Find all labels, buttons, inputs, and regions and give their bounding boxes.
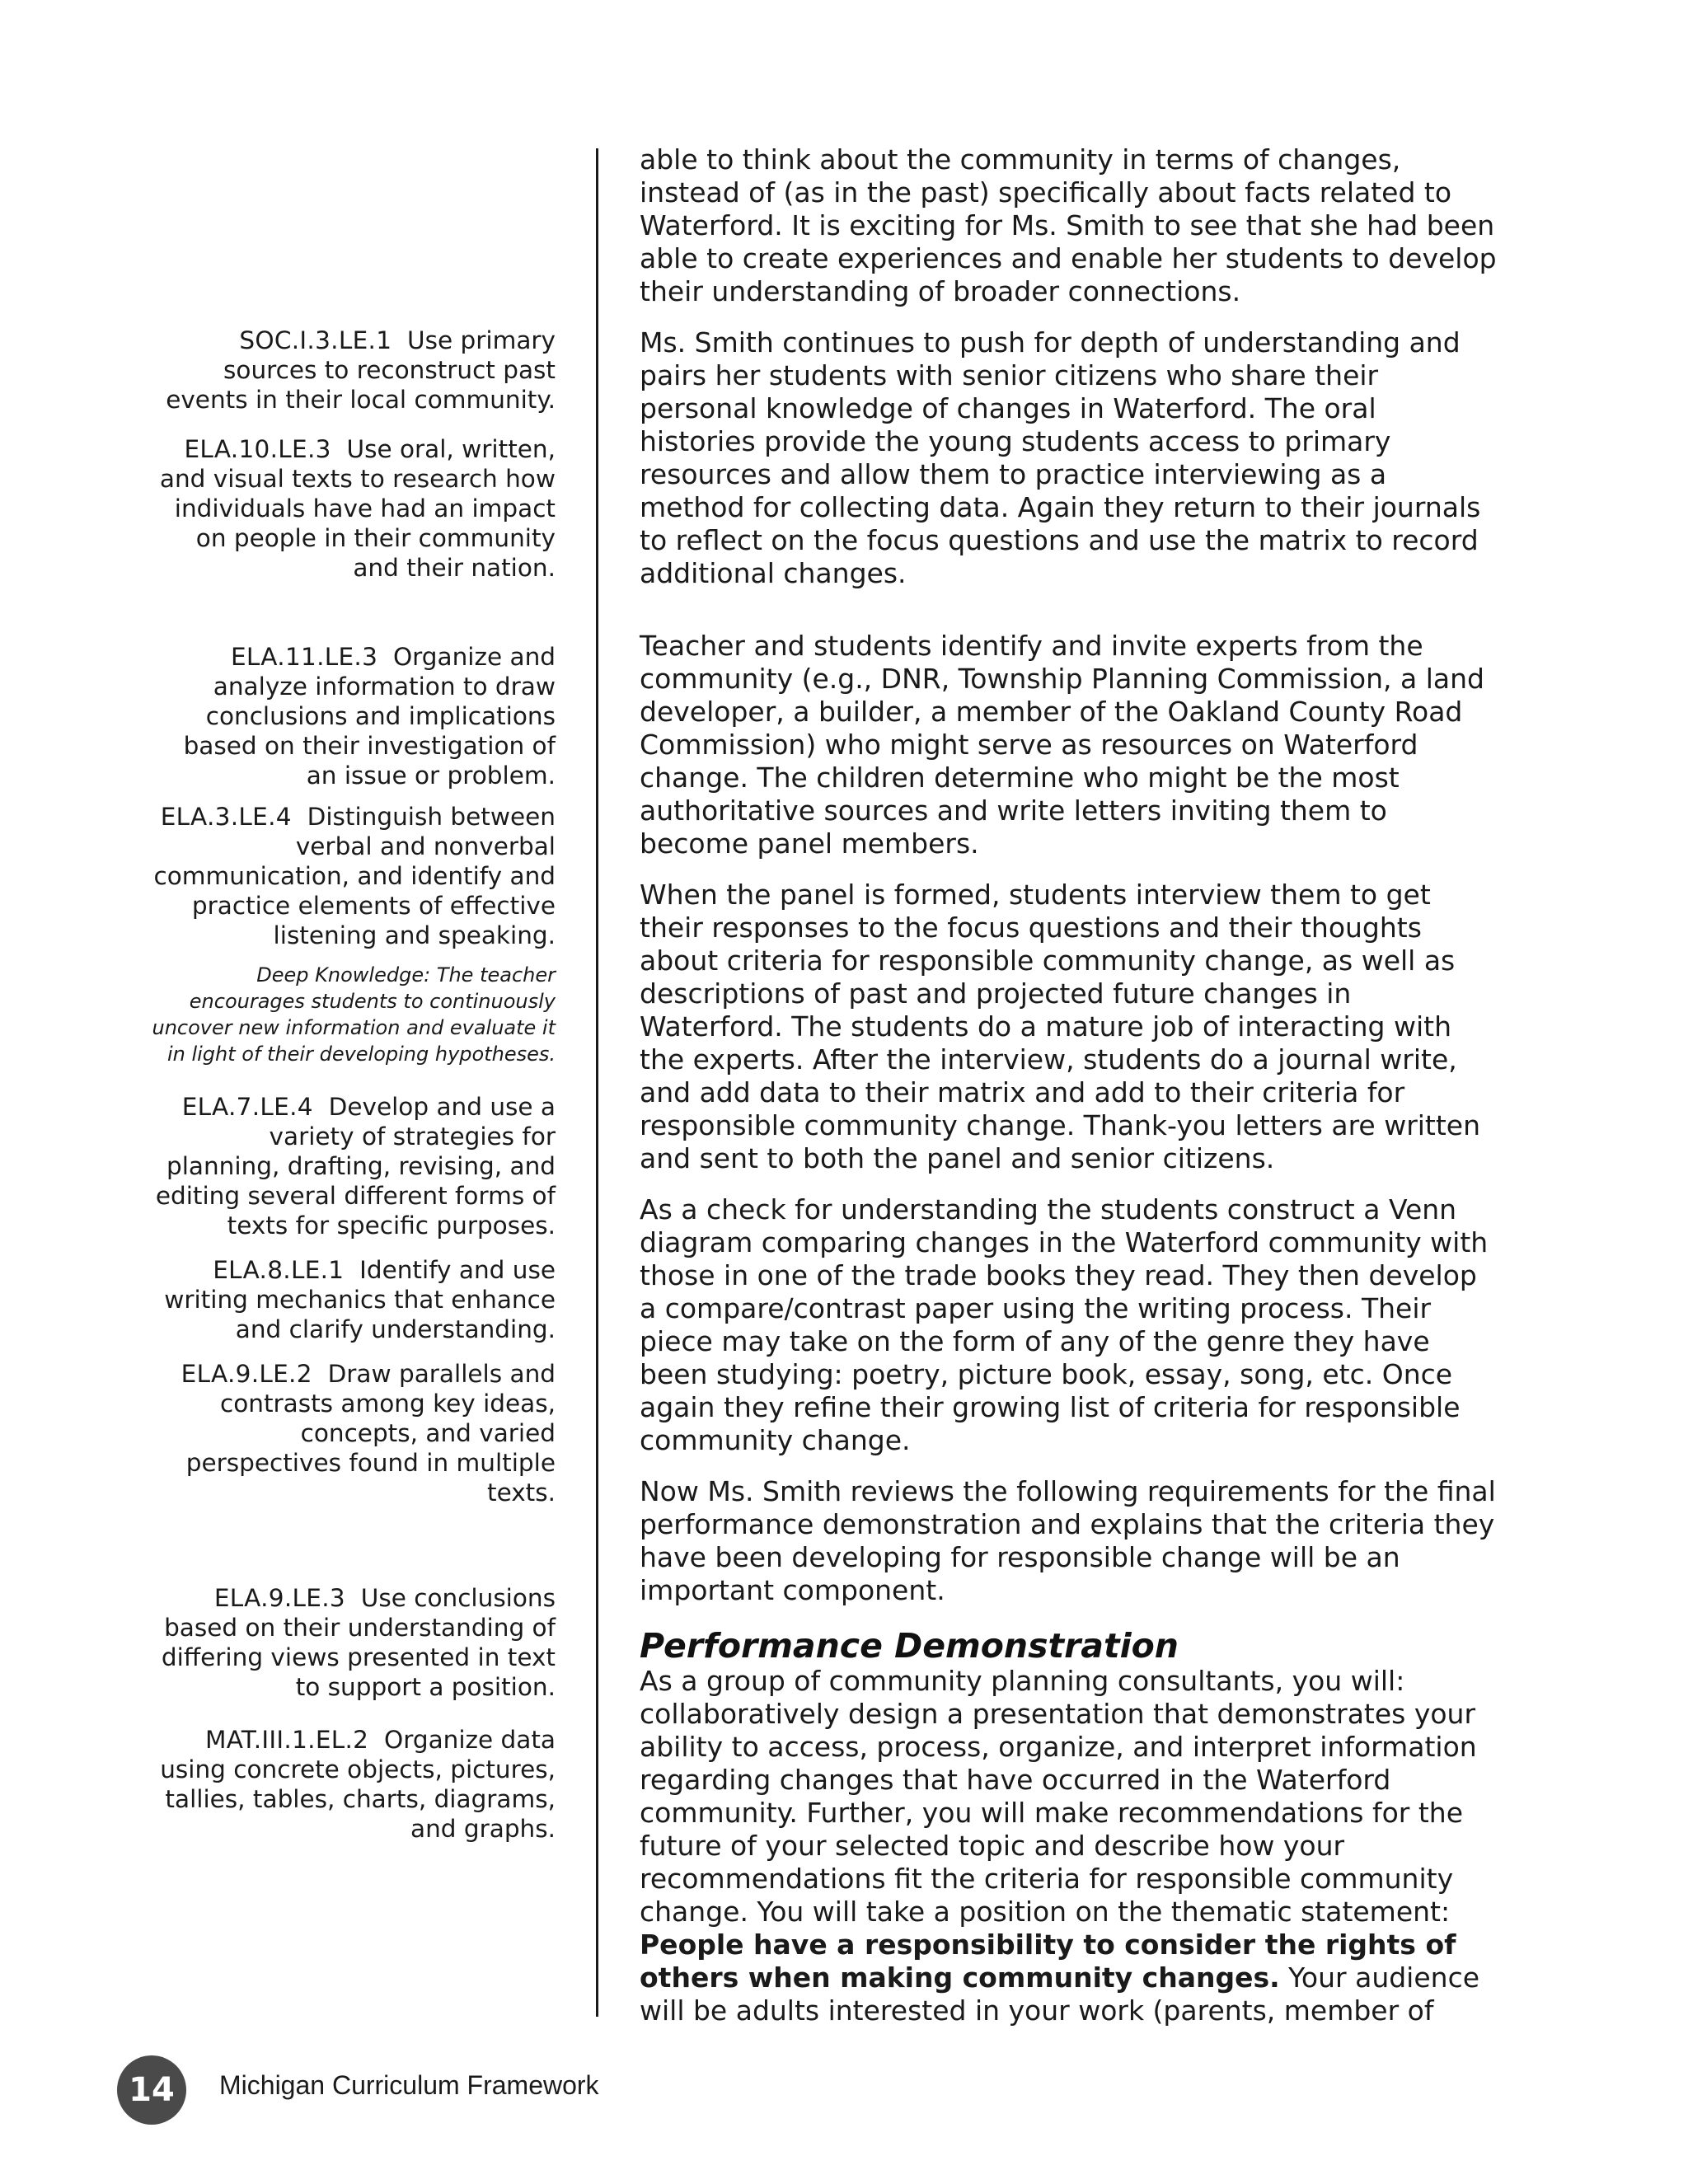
- thematic-statement: People have a responsibility to consider the rights of others when making community changes.: [640, 1929, 1456, 1994]
- section-heading: Performance Demonstration: [640, 1626, 1179, 1666]
- margin-notes: [148, 326, 556, 1844]
- standard-text: Draw parallels and contrasts among key ideas, concepts, and varied perspectives found in multiple texts.: [185, 1360, 556, 1507]
- standard-code: ELA.10.LE.3: [184, 435, 331, 463]
- standard-text: Organize data using concrete objects, pictures, tallies, tables, charts, diagrams, and graphs.: [160, 1726, 556, 1843]
- standard-code: ELA.9.LE.2: [181, 1360, 312, 1388]
- standard-text: Use primary sources to reconstruct past events in their local community.: [166, 326, 556, 414]
- perf-text: Your audience will be adults interested in your work (parents, member of: [640, 1961, 1480, 2027]
- page-number-badge: 14: [117, 2055, 186, 2125]
- standard-note: [148, 1583, 556, 1702]
- performance-demonstration-text: [640, 1665, 1497, 2027]
- deep-knowledge-note: Deep Knowledge: The teacher encourages students to continuously uncover new information and evaluate it in light of their developing hypotheses.: [152, 963, 556, 1066]
- paragraph: able to think about the community in terms of changes, instead of (as in the past) specifically about facts related to Waterford. It is exciting for Ms. Smith to see that she had been able to create experiences and enable her students to develop their understanding of broader connections.: [640, 143, 1497, 307]
- standard-text: Use oral, written, and visual texts to research how individuals have had an impact on people in their community and their nation.: [159, 435, 556, 582]
- standard-note: [148, 642, 556, 790]
- standard-code: MAT.III.1.EL.2: [204, 1726, 369, 1754]
- standard-code: ELA.8.LE.1: [213, 1256, 345, 1284]
- standard-code: ELA.11.LE.3: [230, 643, 378, 671]
- column-divider: [596, 148, 598, 2017]
- footer-title: Michigan Curriculum Framework: [219, 2070, 599, 2100]
- standard-note: [148, 1725, 556, 1844]
- paragraph: Teacher and students identify and invite experts from the community (e.g., DNR, Township Planning Commission, a land developer, a builder, a member of the Oakland County Road Commission) who might serve as resources on Waterford change. The children determine who might be the most authoritative sources and write letters inviting them to become panel members.: [640, 630, 1484, 860]
- paragraph: Ms. Smith continues to push for depth of understanding and pairs her students with senior citizens who share their personal knowledge of changes in Waterford. The oral histories provide the young students access to primary resources and allow them to practice interviewing as a method for collecting data. Again they return to their journals to reflect on the focus questions and use the matrix to record additional changes.: [640, 326, 1481, 589]
- paragraph: Now Ms. Smith reviews the following requirements for the final performance demonstration and explains that the criteria they have been developing for responsible change will be an important component.: [640, 1475, 1496, 1606]
- standard-text: Develop and use a variety of strategies for planning, drafting, revising, and editing several different forms of texts for specific purposes.: [155, 1093, 556, 1240]
- standard-note: [148, 326, 556, 415]
- standard-note: [148, 1092, 556, 1240]
- standard-text: Organize and analyze information to draw conclusions and implications based on their investigation of an issue or problem.: [183, 643, 556, 790]
- standard-code: ELA.7.LE.4: [181, 1093, 313, 1121]
- main-text-column: [640, 143, 1497, 2027]
- standard-note: [148, 434, 556, 583]
- paragraph: As a check for understanding the students construct a Venn diagram comparing changes in the Waterford community with those in one of the trade books they read. They then develop a compare/contrast paper using the writing process. Their piece may take on the form of any of the genre they have been studying: poetry, picture book, essay, song, etc. Once again they refine their growing list of criteria for responsible community change.: [640, 1193, 1489, 1456]
- standard-note: [148, 1255, 556, 1344]
- standard-code: ELA.3.LE.4: [160, 803, 292, 831]
- standard-note: [148, 1359, 556, 1507]
- paragraph: When the panel is formed, students interview them to get their responses to the focus questions and their thoughts about criteria for responsible community change, as well as descriptions of past and projected future changes in Waterford. The students do a mature job of interacting with the experts. After the interview, students do a journal write, and add data to their matrix and add to their criteria for responsible community change. Thank-you letters are written and sent to both the panel and senior citizens.: [640, 879, 1481, 1174]
- standard-text: Identify and use writing mechanics that enhance and clarify understanding.: [164, 1256, 556, 1343]
- standard-code: SOC.I.3.LE.1: [239, 326, 392, 354]
- perf-text: As a group of community planning consultants, you will: collaboratively design a presentation that demonstrates your ability to access, process, organize, and interpret information regarding changes that have occurred in the Waterford community. Further, you will make recommendations for the future of your selected topic and describe how your recommendations fit the criteria for responsible community change. You will take a position on the thematic statement:: [640, 1665, 1477, 1928]
- standard-code: ELA.9.LE.3: [213, 1584, 345, 1612]
- standard-text: Use conclusions based on their understanding of differing views presented in text to support a position.: [161, 1584, 556, 1701]
- standard-text: Distinguish between verbal and nonverbal communication, and identify and practice elements of effective listening and speaking.: [153, 803, 556, 949]
- standard-note: [148, 802, 556, 950]
